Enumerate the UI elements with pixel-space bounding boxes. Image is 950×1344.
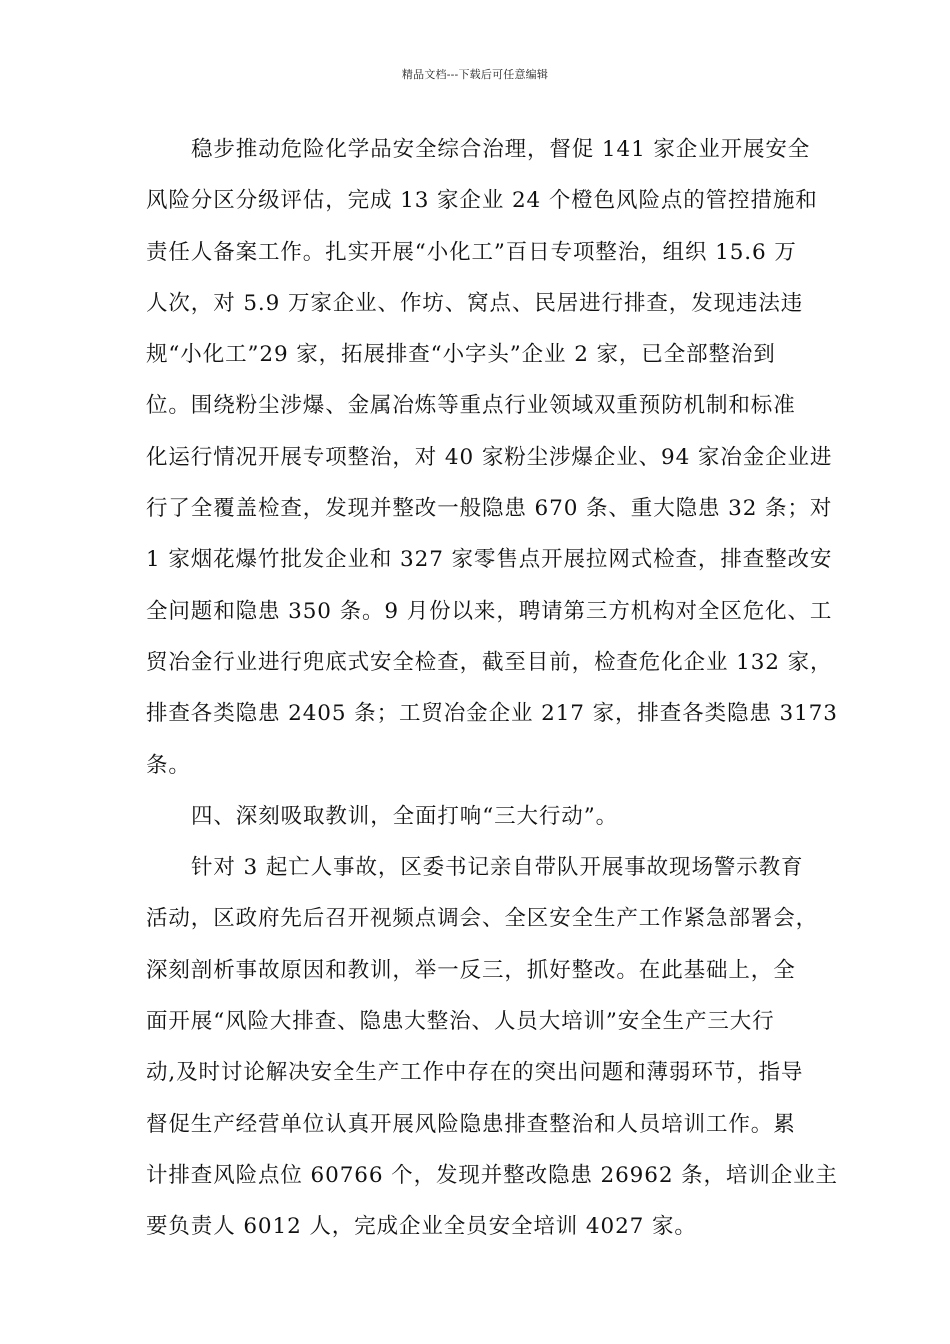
- text-line: 1 家烟花爆竹批发企业和 327 家零售点开展拉网式检查，排查整改安: [146, 547, 833, 573]
- document-body: [146, 124, 838, 1253]
- text-line: 全问题和隐患 350 条。9 月份以来，聘请第三方机构对全区危化、工: [146, 598, 833, 624]
- text-line: 责任人备案工作。扎实开展“小化工”百日专项整治，组织 15.6 万: [146, 239, 797, 265]
- section-heading-four: [146, 791, 810, 842]
- text-line: 面开展“风险大排查、隐患大整治、人员大培训”安全生产三大行: [146, 1009, 775, 1035]
- text-line: 风险分区分级评估，完成 13 家企业 24 个橙色风险点的管控措施和: [146, 188, 818, 214]
- text-line: 条。: [146, 752, 191, 778]
- text-line: 深刻剖析事故原因和教训，举一反三，抓好整改。在此基础上，全: [146, 957, 796, 983]
- page-header: 精品文档---下载后可任意编辑: [401, 68, 549, 81]
- paragraph-hazardous-chemicals: [146, 124, 838, 791]
- text-line: 规“小化工”29 家，拓展排查“小字头”企业 2 家，已全部整治到: [146, 342, 776, 368]
- text-line: 贸冶金行业进行兜底式安全检查，截至目前，检查危化企业 132 家，: [146, 649, 833, 675]
- text-line: 要负责人 6012 人，完成企业全员安全培训 4027 家。: [146, 1214, 697, 1240]
- text-line: 行了全覆盖检查，发现并整改一般隐患 670 条、重大隐患 32 条；对: [146, 496, 833, 522]
- text-line: 人次，对 5.9 万家企业、作坊、窝点、民居进行排查，发现违法违: [146, 290, 804, 316]
- text-line: 针对 3 起亡人事故，区委书记亲自带队开展事故现场警示教育: [191, 855, 804, 881]
- text-line: 位。围绕粉尘涉爆、金属冶炼等重点行业领域双重预防机制和标准: [146, 393, 796, 419]
- text-line: 化运行情况开展专项整治，对 40 家粉尘涉爆企业、94 家冶金企业进: [146, 444, 833, 470]
- text-line: 督促生产经营单位认真开展风险隐患排查整治和人员培训工作。累: [146, 1111, 796, 1137]
- paragraph-three-actions: [146, 842, 838, 1252]
- text-line: 排查各类隐患 2405 条；工贸冶金企业 217 家，排查各类隐患 3173: [146, 701, 838, 727]
- section-heading: 四、深刻吸取教训，全面打响“三大行动”。: [191, 803, 618, 829]
- text-line: 计排查风险点位 60766 个，发现并整改隐患 26962 条，培训企业主: [146, 1162, 838, 1188]
- text-line: 动,及时讨论解决安全生产工作中存在的突出问题和薄弱环节，指导: [146, 1060, 804, 1086]
- text-line: 稳步推动危险化学品安全综合治理，督促 141 家企业开展安全: [191, 137, 811, 162]
- text-line: 活动，区政府先后召开视频点调会、全区安全生产工作紧急部署会，: [146, 906, 819, 932]
